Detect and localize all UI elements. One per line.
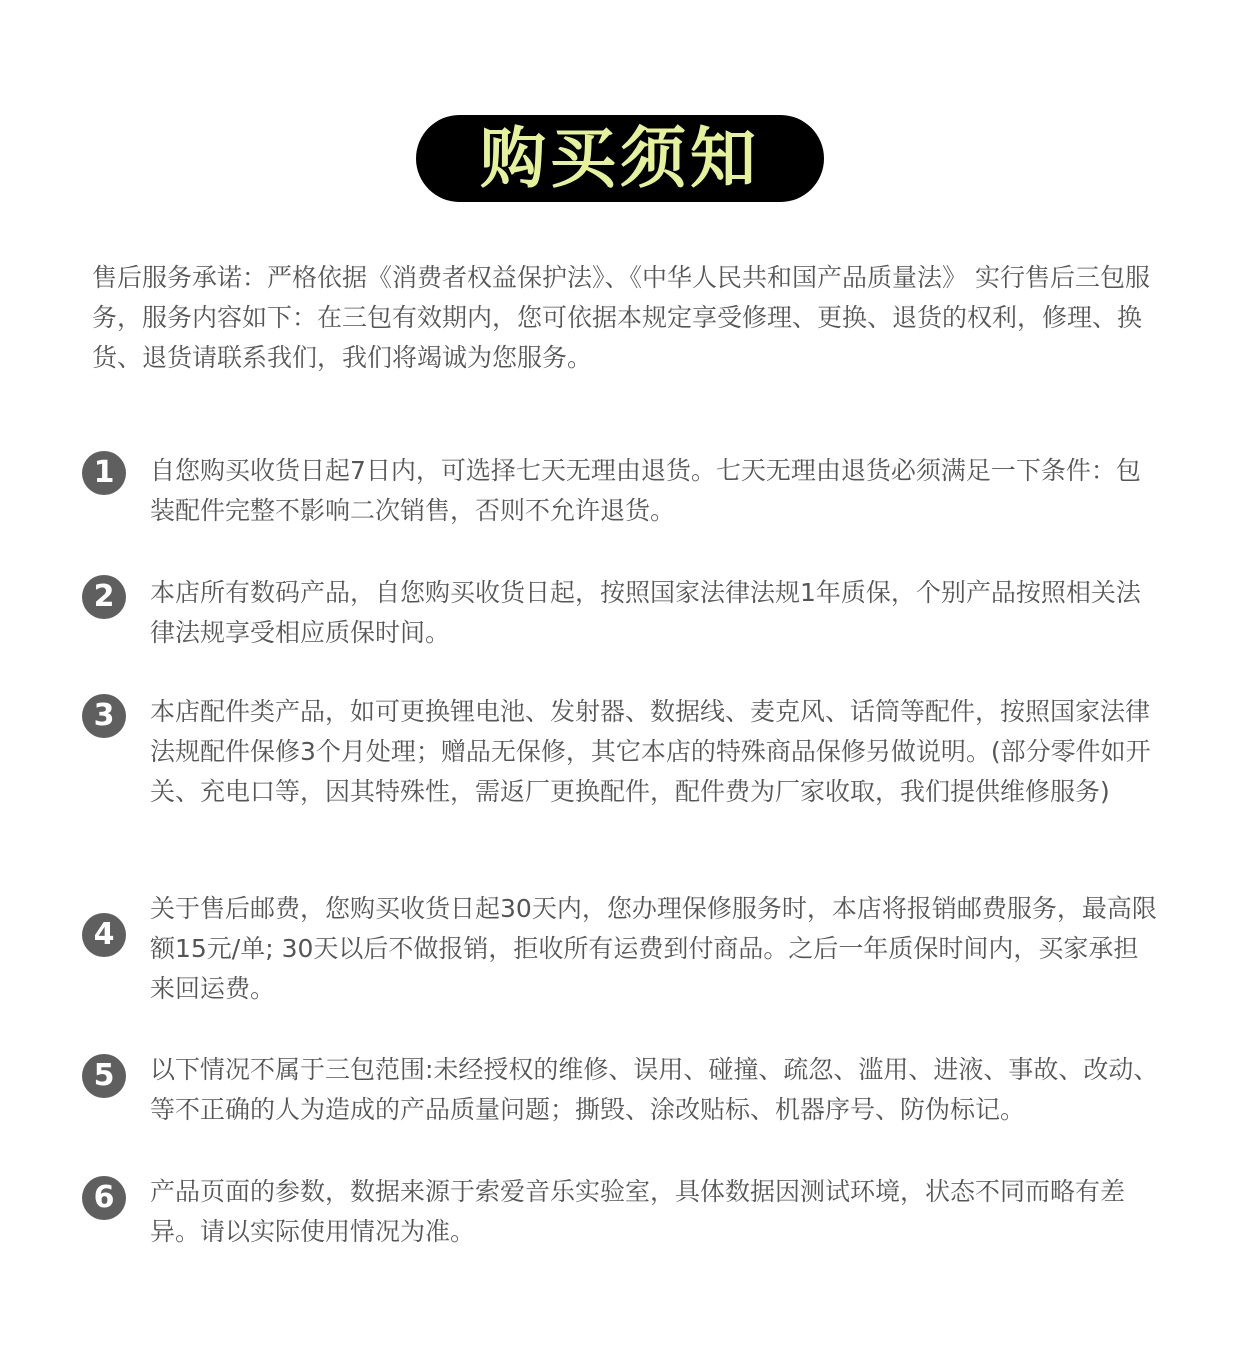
number-badge-1: 1 — [82, 451, 126, 495]
number-badge-3: 3 — [82, 694, 126, 738]
service-promise-intro: 售后服务承诺：严格依据《消费者权益保护法》、《中华人民共和国产品质量法》 实行售后三包服务，服务内容如下：在三包有效期内，您可依据本规定享受修理、更换、退货的权利，修理、换货、退货请联系我们，我们将竭诚为您服务。 — [92, 263, 1150, 372]
notice-item-text-2: 本店所有数码产品，自您购买收货日起，按照国家法律法规1年质保，个别产品按照相关法律法规享受相应质保时间。 — [150, 578, 1141, 647]
notice-item-text-4: 关于售后邮费，您购买收货日起30天内，您办理保修服务时，本店将报销邮费服务，最高限额15元/单; 30天以后不做报销，拒收所有运费到付商品。之后一年质保时间内，买家承担来回运费。 — [150, 894, 1157, 1003]
number-badge-4: 4 — [82, 913, 126, 957]
number-badge-6: 6 — [82, 1176, 126, 1220]
notice-item-text-1: 自您购买收货日起7日内，可选择七天无理由退货。七天无理由退货必须满足一下条件：包装配件完整不影响二次销售，否则不允许退货。 — [150, 456, 1141, 525]
notice-item-text-3: 本店配件类产品，如可更换锂电池、发射器、数据线、麦克风、话筒等配件，按照国家法律法规配件保修3个月处理；赠品无保修，其它本店的特殊商品保修另做说明。(部分零件如开关、充电口等，因其特殊性，需返厂更换配件，配件费为厂家收取，我们提供维修服务) — [150, 697, 1151, 806]
notice-item-text-5: 以下情况不属于三包范围:未经授权的维修、误用、碰撞、疏忽、滥用、进液、事故、改动、等不正确的人为造成的产品质量问题；撕毁、涂改贴标、机器序号、防伪标记。 — [150, 1055, 1159, 1124]
notice-item-text-6: 产品页面的参数，数据来源于索爱音乐实验室，具体数据因测试环境，状态不同而略有差异。请以实际使用情况为准。 — [150, 1177, 1126, 1246]
number-badge-5: 5 — [82, 1054, 126, 1098]
title-banner — [416, 115, 824, 202]
page-title: 购买须知 — [480, 119, 760, 197]
number-badge-2: 2 — [82, 575, 126, 619]
